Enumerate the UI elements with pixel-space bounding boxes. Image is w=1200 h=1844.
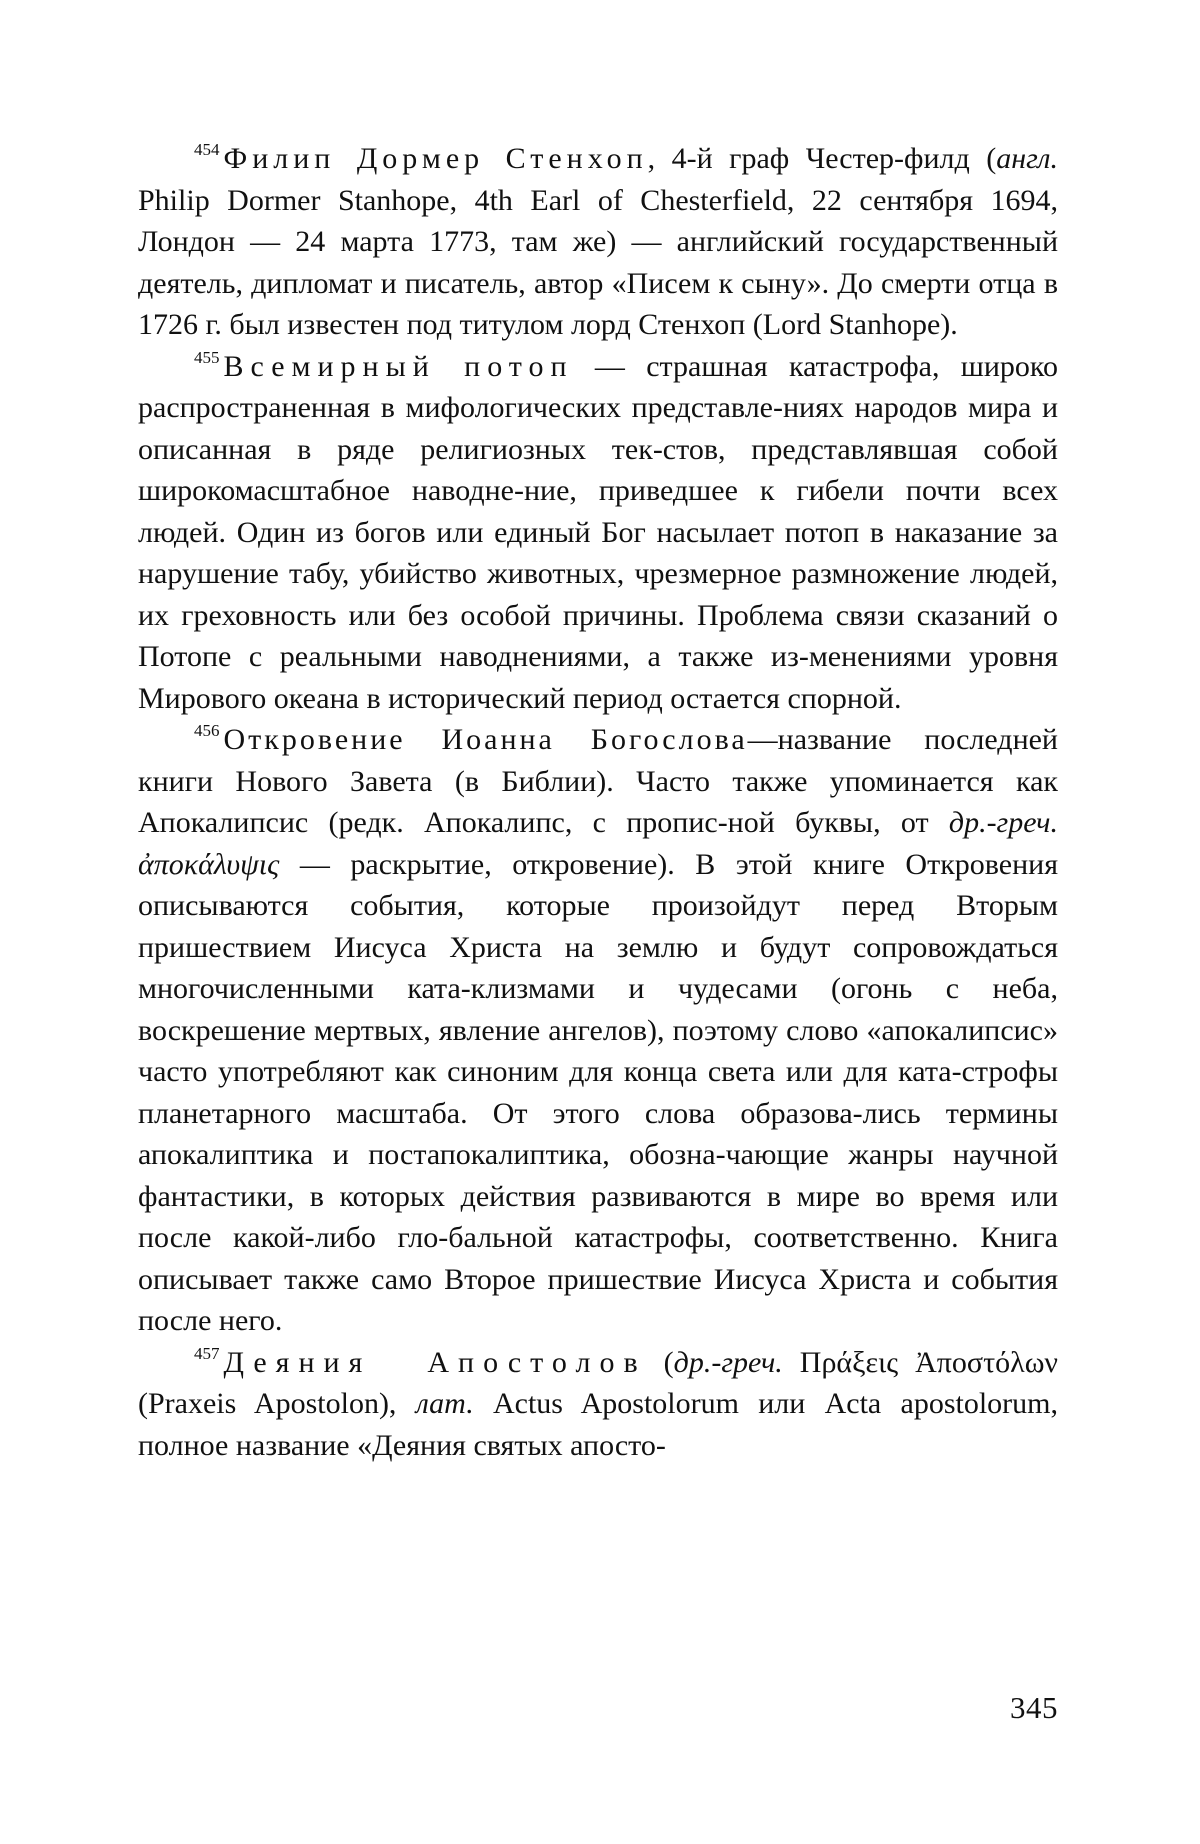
footnote-455 [138, 346, 1058, 720]
language-abbrev: лат. [415, 1387, 474, 1420]
footnote-457 [138, 1342, 1058, 1467]
footnote-number: 455 [194, 347, 220, 367]
page-number: 345 [1010, 1690, 1058, 1725]
language-abbrev: др.-греч. [673, 1345, 783, 1379]
footnote-text: — раскрытие, откровение). В этой книге Откровения описываются события, которые произойдут перед Вторым пришествием Иисуса Христа на землю и будут сопровождаться многочисленными ката-клизмами и чудесами (огонь с неба, воскрешение мертвых, явление ангелов), поэтому слово «апокалипсис» часто употребляют как синоним для конца света или для ката-строфы планетарного масштаба. От этого слова образова-лись термины апокалиптика и постапокалиптика, обозна-чающие жанры научной фантастики, в которых действия развиваются в мире во время или после какой-либо гло-бальной катастрофы, соответственно. Книга описывает также само Второе пришествие Иисуса Христа и события после него. [138, 847, 1058, 1337]
footnote-number: 454 [194, 140, 220, 159]
footnote-term: Деяния Апостолов [223, 1345, 647, 1379]
language-abbrev: др.-греч. [948, 806, 1058, 839]
footnote-number: 457 [194, 1343, 220, 1363]
footnote-text: Actus Apostolorum или Acta apostolorum, полное название «Деяния святых апосто- [138, 1387, 1058, 1462]
footnote-term: Откровение Иоанна Богослова [223, 723, 748, 756]
greek-word: Πράξεις Ἀποστόλων [782, 1345, 1058, 1379]
language-abbrev: англ. [996, 142, 1058, 175]
footnote-text: — страшная катастрофа, широко распространенная в мифологических представле-ниях народов мира и описанная в ряде религиозных тек-стов, представлявшая собой широкомасштабное наводне-ние, приведшее к гибели почти всех людей. Один из богов или единый Бог насылает потоп в наказание за нарушение табу, убийство животных, чрезмерное размножение людей, их греховность или без особой причины. Проблема связи сказаний о Потопе с реальными наводнениями, а также из-менениями уровня Мирового океана в исторический период остается спорной. [138, 349, 1058, 715]
greek-word: ἀποκάλυψις [138, 847, 280, 881]
footnote-454 [138, 138, 1058, 346]
footnote-term: Всемирный потоп [223, 349, 574, 383]
footnote-text: ( [646, 1345, 674, 1379]
footnote-term: Филип Дормер Стенхоп [223, 142, 648, 175]
footnote-number: 456 [194, 721, 220, 740]
footnote-text: —название последней книги Нового Завета (в Библии). Часто также упоминается как Апокалипсис (редк. Апокалипс, с пропис-ной буквы, от [138, 723, 1058, 839]
page-content [138, 138, 1058, 1466]
footnote-text: , 4-й граф Честер-филд ( [647, 142, 997, 175]
footnote-456 [138, 719, 1058, 1342]
footnote-text: Philip Dormer Stanhope, 4th Earl of Chesterfield, 22 сентября 1694, Лондон — 24 марта 1773, там же) — английский государственный деятель, дипломат и писатель, автор «Писем к сыну». До смерти отца в 1726 г. был известен под титулом лорд Стенхоп (Lord Stanhope). [138, 183, 1058, 341]
footnote-text: (Praxeis Apostolon), [138, 1387, 416, 1420]
